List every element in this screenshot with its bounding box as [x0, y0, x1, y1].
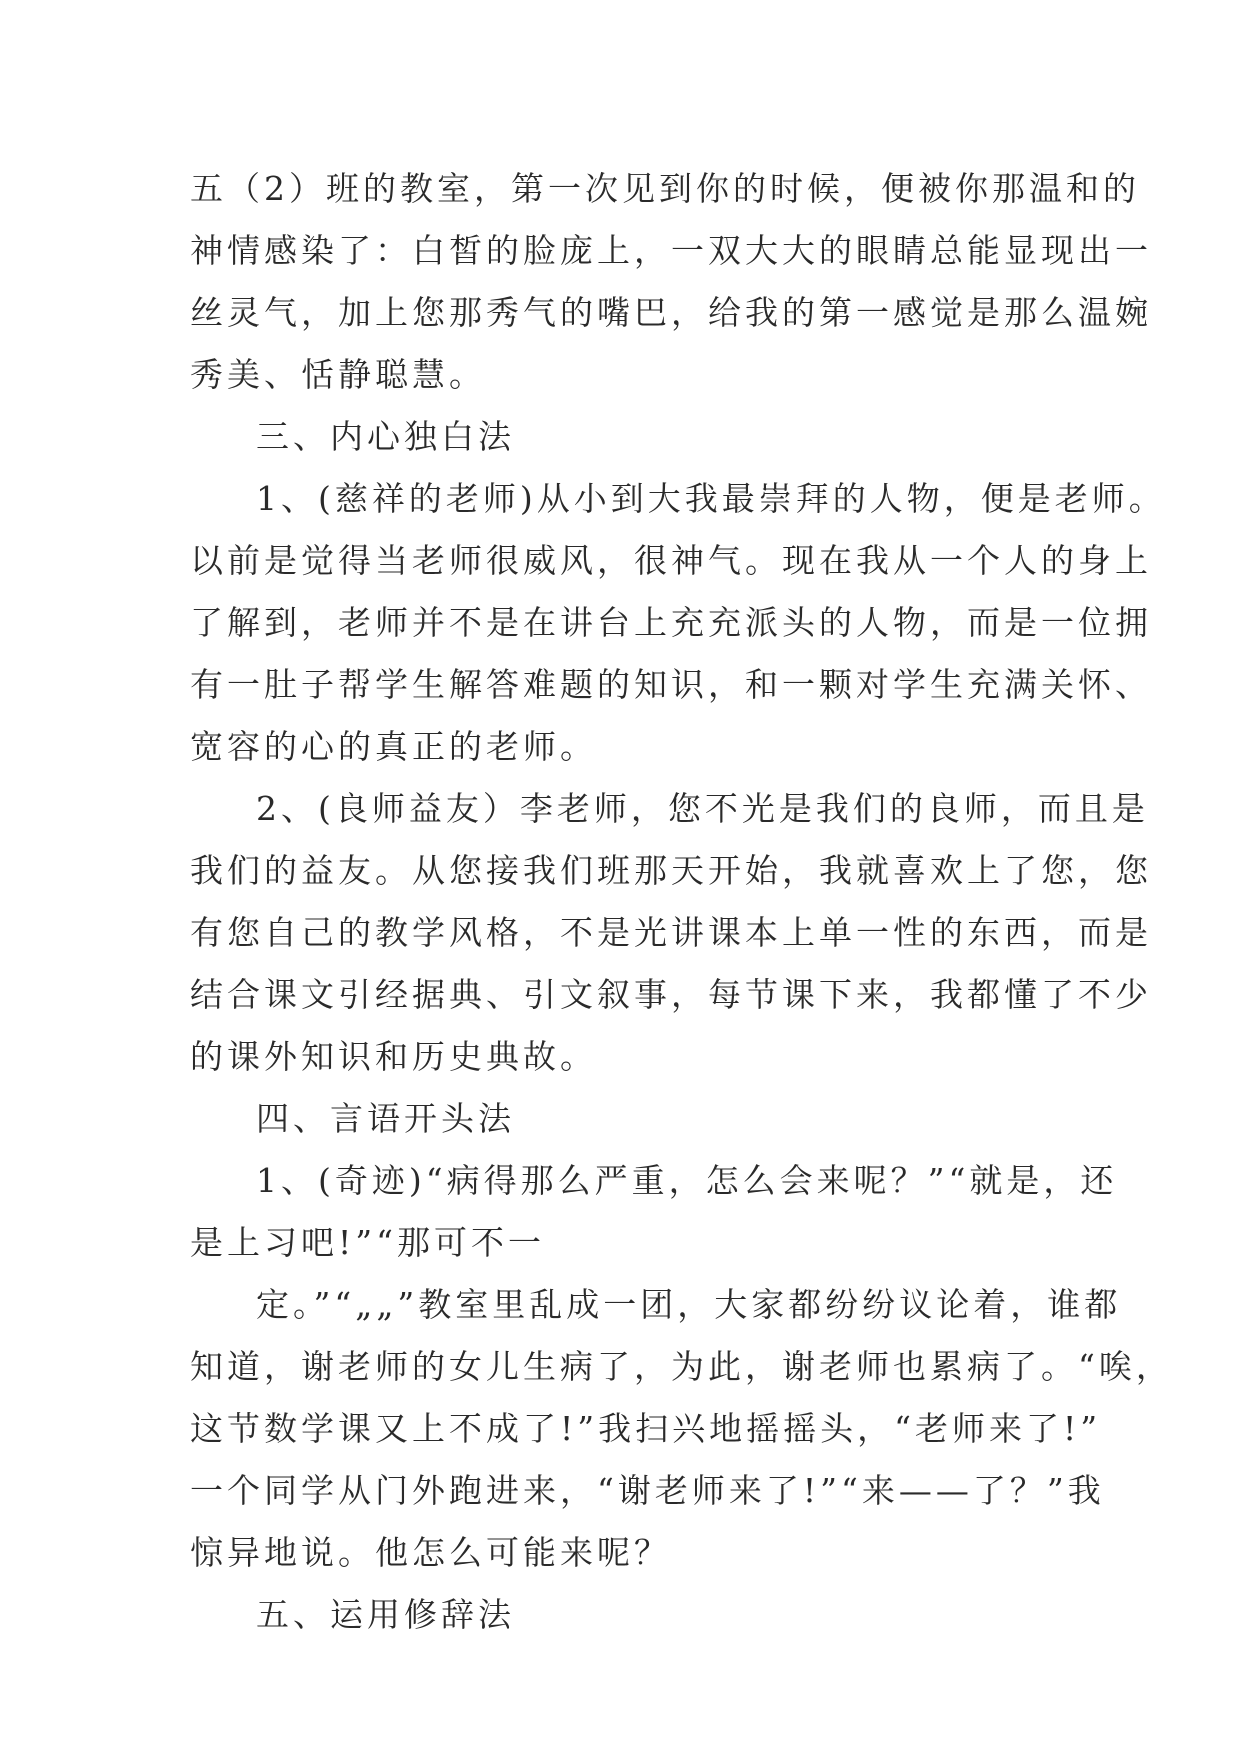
section-heading: 五、运用修辞法: [256, 1595, 515, 1634]
text-line: 1、(慈祥的老师)从小到大我最崇拜的人物，便是老师。: [256, 479, 1166, 518]
text-line: 惊异地说。他怎么可能来呢？: [190, 1533, 671, 1572]
text-line: 五（2）班的教室，第一次见到你的时候，便被你那温和的: [190, 169, 1140, 208]
text-line: 1、(奇迹)“病得那么严重，怎么会来呢？”“就是，还: [256, 1161, 1118, 1200]
text-line: 有您自己的教学风格，不是光讲课本上单一性的东西，而是: [190, 913, 1152, 952]
text-line: 这节数学课又上不成了!”我扫兴地摇摇头，“老师来了!”: [190, 1409, 1102, 1448]
text-line: 一个同学从门外跑进来，“谢老师来了!”“来——了？”我: [190, 1471, 1105, 1510]
section-heading: 四、言语开头法: [256, 1099, 515, 1138]
text-line: 有一肚子帮学生解答难题的知识，和一颗对学生充满关怀、: [190, 665, 1152, 704]
text-line: 是上习吧!”“那可不一: [190, 1223, 546, 1262]
text-line: 神情感染了：白皙的脸庞上，一双大大的眼睛总能显现出一: [190, 231, 1152, 270]
text-line: 定。”“„„”教室里乱成一团，大家都纷纷议论着，谁都: [256, 1285, 1122, 1324]
text-line: 了解到，老师并不是在讲台上充充派头的人物，而是一位拥: [190, 603, 1152, 642]
text-line: 结合课文引经据典、引文叙事，每节课下来，我都懂了不少: [190, 975, 1152, 1014]
document-body: [190, 158, 1173, 1646]
text-line: 2、(良师益友）李老师，您不光是我们的良师，而且是: [256, 789, 1149, 828]
text-line: 的课外知识和历史典故。: [190, 1037, 597, 1076]
text-line: 宽容的心的真正的老师。: [190, 727, 597, 766]
section-heading: 三、内心独白法: [256, 417, 515, 456]
text-line: 秀美、恬静聪慧。: [190, 355, 486, 394]
text-line: 以前是觉得当老师很威风，很神气。现在我从一个人的身上: [190, 541, 1152, 580]
text-line: 知道，谢老师的女儿生病了，为此，谢老师也累病了。“唉，: [190, 1347, 1173, 1386]
text-line: 丝灵气，加上您那秀气的嘴巴，给我的第一感觉是那么温婉: [190, 293, 1152, 332]
text-line: 我们的益友。从您接我们班那天开始，我就喜欢上了您，您: [190, 851, 1152, 890]
